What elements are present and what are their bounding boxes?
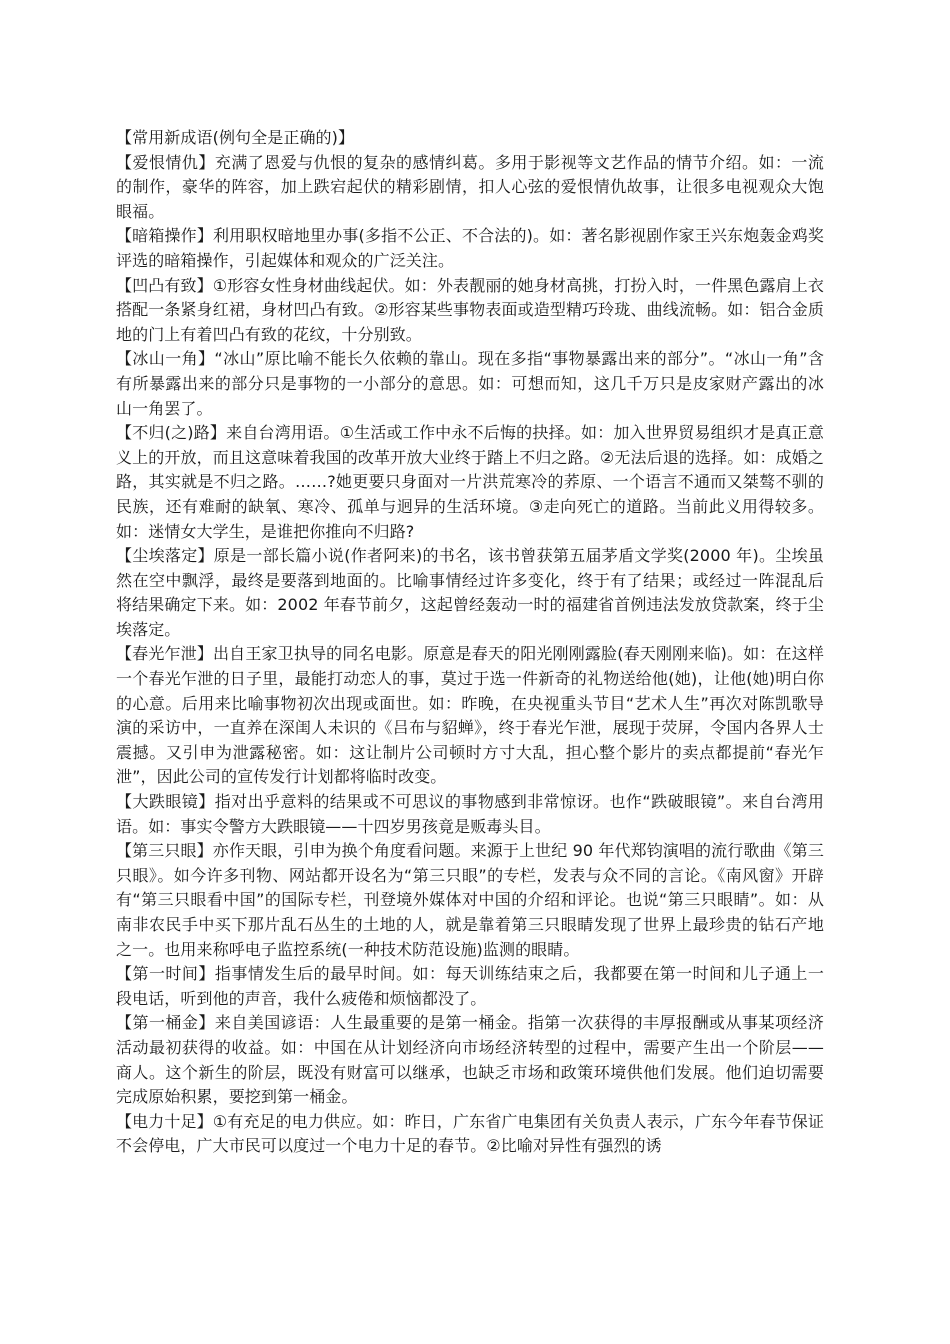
entry-aotuyouzhi: 【凹凸有致】①形容女性身材曲线起伏。如：外表靓丽的她身材高挑，打扮入时，一件黑色露肩上衣搭配一条紧身红裙，身材凹凸有致。②形容某些事物表面或造型精巧玲珑、曲线流畅。如：铝合金质地的门上有着凹凸有致的花纹，十分别致。: [116, 275, 824, 344]
entry-aihenqingchou: 【爱恨情仇】充满了恩爱与仇恨的复杂的感情纠葛。多用于影视等文艺作品的情节介绍。如：一流的制作，豪华的阵容，加上跌宕起伏的精彩剧情，扣人心弦的爱恨情仇故事，让很多电视观众大饱眼福。: [116, 152, 824, 221]
entry-bingshanyijiao: 【冰山一角】“冰山”原比喻不能长久依赖的靠山。现在多指“事物暴露出来的部分”。“冰山一角”含有所暴露出来的部分只是事物的一小部分的意思。如：可想而知，这几千万只是皮家财产露出的冰山一角罢了。: [116, 349, 824, 418]
entry-diyishijian: 【第一时间】指事情发生后的最早时间。如：每天训练结束之后，我都要在第一时间和儿子通上一段电话，听到他的声音，我什么疲倦和烦恼都没了。: [116, 964, 824, 1008]
entry-chenailuoding: 【尘埃落定】原是一部长篇小说(作者阿来)的书名，该书曾获第五届茅盾文学奖(2000 年)。尘埃虽然在空中飘浮，最终是要落到地面的。比喻事情经过许多变化，终于有了结果；或经过一阵混乱后将结果确定下来。如：2002 年春节前夕，这起曾经轰动一时的福建省首例违法发放贷款案，终于尘埃落定。: [116, 546, 824, 639]
entry-diyitongjin: 【第一桶金】来自美国谚语：人生最重要的是第一桶金。指第一次获得的丰厚报酬或从事某项经济活动最初获得的收益。如：中国在从计划经济向市场经济转型的过程中，需要产生出一个阶层——商人。这个新生的阶层，既没有财富可以继承，也缺乏市场和政策环境供他们发展。他们迫切需要完成原始积累，要挖到第一桶金。: [116, 1013, 824, 1107]
entry-chunguangzhaxie: 【春光乍泄】出自王家卫执导的同名电影。原意是春天的阳光刚刚露脸(春天刚刚来临)。如：在这样一个春光乍泄的日子里，最能打动恋人的事，莫过于选一件新奇的礼物送给他(她)，让他(她)明白你的心意。后用来比喻事物初次出现或面世。如：昨晚，在央视重头节目“艺术人生”再次对陈凯歌导演的采访中，一直养在深闺人未识的《吕布与貂蝉》，终于春光乍泄，展现于荧屏，令国内各界人士震撼。又引申为泄露秘密。如：这让制片公司顿时方寸大乱，担心整个影片的卖点都提前“春光乍泄”，因此公司的宣传发行计划都将临时改变。: [116, 644, 824, 787]
page-title: 【常用新成语(例句全是正确的)】: [116, 128, 355, 147]
entry-disanzhiyan: 【第三只眼】亦作天眼，引申为换个角度看问题。来源于上世纪 90 年代郑钧演唱的流行歌曲《第三只眼》。如今许多刊物、网站都开设名为“第三只眼”的专栏，发表与众不同的言论。《南风窗》开辟有“第三只眼看中国”的国际专栏，刊登境外媒体对中国的介绍和评论。也说“第三只眼睛”。如：从南非农民手中买下那片乱石丛生的土地的人，就是靠着第三只眼睛发现了世界上最珍贵的钻石产地之一。也用来称呼电子监控系统(一种技术防范设施)监测的眼睛。: [116, 841, 824, 959]
document-page: [116, 126, 824, 1159]
entry-dianlishizu: 【电力十足】①有充足的电力供应。如：昨日，广东省广电集团有关负责人表示，广东今年春节保证不会停电，广大市民可以度过一个电力十足的春节。②比喻对异性有强烈的诱: [116, 1111, 824, 1156]
entry-dadieyanjing: 【大跌眼镜】指对出乎意料的结果或不可思议的事物感到非常惊讶。也作“跌破眼镜”。来自台湾用语。如：事实令警方大跌眼镜——十四岁男孩竟是贩毒头目。: [116, 792, 824, 836]
entry-buguizhilu: 【不归(之)路】来自台湾用语。①生活或工作中永不后悔的抉择。如：加入世界贸易组织才是真正意义上的开放，而且这意味着我国的改革开放大业终于踏上不归之路。②无法后退的选择。如：成婚之路，其实就是不归之路。……?她更要只身面对一片洪荒寒冷的荞原、一个语言不通而又桀骜不驯的民族，还有难耐的缺氧、寒冷、孤单与迥异的生活环境。③走向死亡的道路。当前此义用得较多。如：迷情女大学生，是谁把你推向不归路?: [116, 423, 824, 541]
entry-anxiangcaozuo: 【暗箱操作】利用职权暗地里办事(多指不公正、不合法的)。如：著名影视剧作家王兴东炮轰金鸡奖评选的暗箱操作，引起媒体和观众的广泛关注。: [116, 226, 824, 270]
